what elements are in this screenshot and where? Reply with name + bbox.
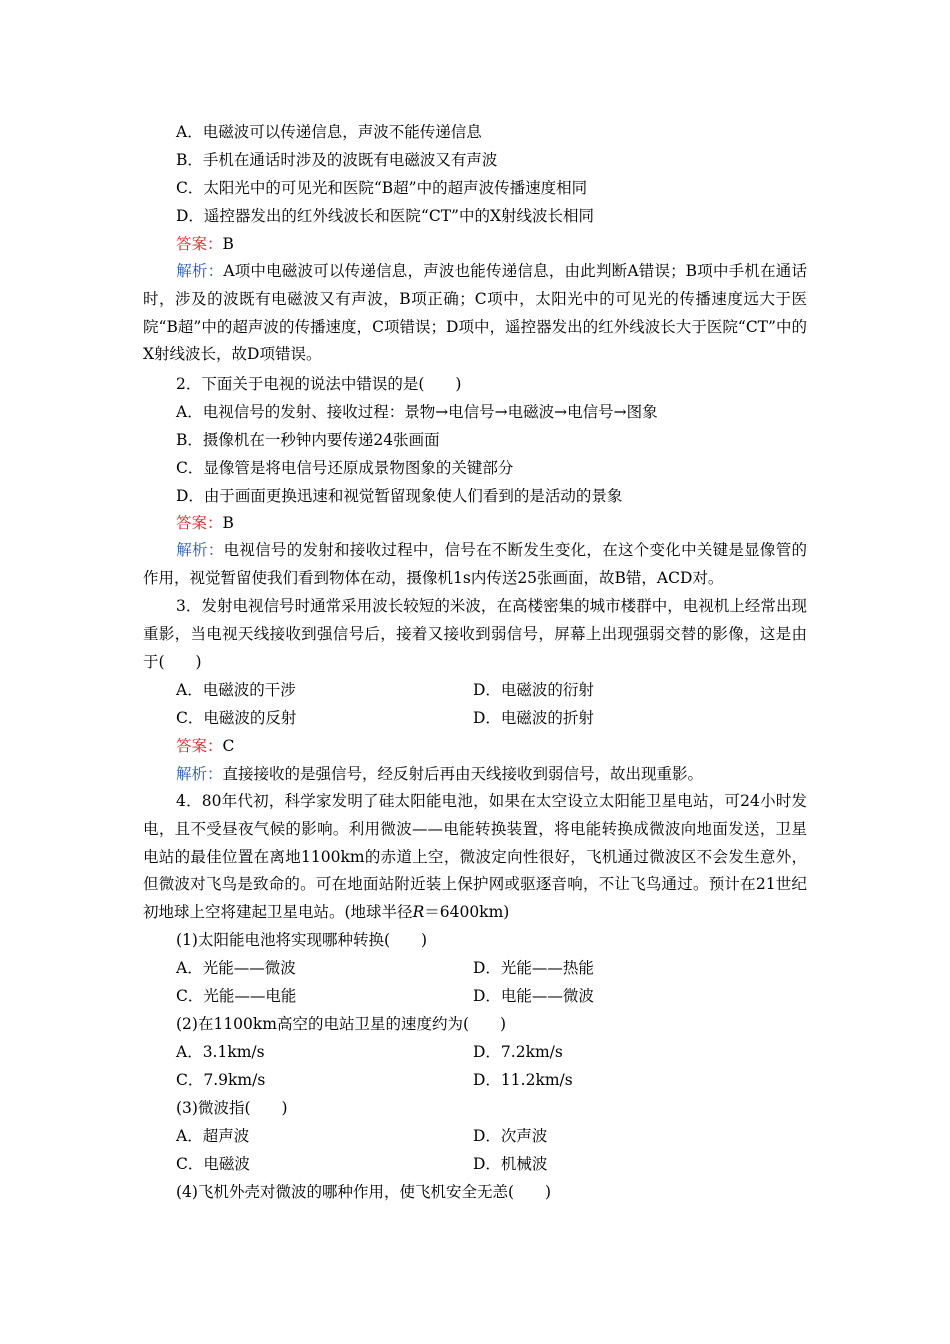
q4-sub3-option-d: D．机械波 <box>473 1155 548 1173</box>
q3-stem: 3．发射电视信号时通常采用波长较短的米波，在高楼密集的城市楼群中，电视机上经常出现重影，当电视天线接收到强信号后，接着又接收到弱信号，屏幕上出现强弱交替的影像，这是由于( ) <box>143 597 807 671</box>
answer-label: 答案： <box>176 235 223 253</box>
q4-sub1-option-a: A．光能——微波 <box>176 959 296 977</box>
q4-sub3-option-b: D．次声波 <box>473 1127 548 1145</box>
answer-value: C <box>222 737 235 755</box>
q2-answer <box>176 513 234 533</box>
analysis-text: A项中电磁波可以传递信息，声波也能传递信息，由此判断A错误；B项中手机在通话时，涉及的波既有电磁波又有声波，B项正确；C项中，太阳光中的可见光的传播速度远大于医院“B超”中的超声波的传播速度，C项错误；D项中，遥控器发出的红外线波长大于医院“CT”中的X射线波长，故D项错误。 <box>143 262 807 364</box>
q4-sub3-stem: (3)微波指( ) <box>176 1099 288 1117</box>
answer-value: B <box>222 514 234 532</box>
q3-option-a: A．电磁波的干涉 <box>176 681 296 699</box>
q3-answer <box>176 736 234 756</box>
q1-answer <box>176 234 234 254</box>
radius-variable: R <box>412 903 425 922</box>
q2-option-d: D．由于画面更换迅速和视觉暂留现象使人们看到的是活动的景象 <box>176 487 623 505</box>
q1-option-d: D．遥控器发出的红外线波长和医院“CT”中的X射线波长相同 <box>176 207 595 225</box>
q2-option-b: B．摄像机在一秒钟内要传递24张画面 <box>176 431 440 449</box>
analysis-text: 直接接收的是强信号，经反射后再由天线接收到弱信号，故出现重影。 <box>222 765 704 783</box>
q4-sub3-option-c: C．电磁波 <box>176 1155 250 1173</box>
analysis-text: 电视信号的发射和接收过程中，信号在不断发生变化，在这个变化中关键是显像管的作用，视觉暂留使我们看到物体在动，摄像机1s内传送25张画面，故B错，ACD对。 <box>143 541 807 587</box>
q1-analysis <box>143 258 807 369</box>
q4-sub2-option-d: D．11.2km/s <box>473 1071 573 1089</box>
q4-sub1-option-c: C．光能——电能 <box>176 987 297 1005</box>
q4-sub2-option-b: D．7.2km/s <box>473 1043 563 1061</box>
answer-label: 答案： <box>176 737 223 755</box>
q4-sub2-option-c: C．7.9km/s <box>176 1071 266 1089</box>
q4-sub2-stem: (2)在1100km高空的电站卫星的速度约为( ) <box>176 1015 507 1033</box>
q4-sub2-option-a: A．3.1km/s <box>176 1043 265 1061</box>
q4-stem: 4．80年代初，科学家发明了硅太阳能电池，如果在太空设立太阳能卫星电站，可24小时发电，且不受昼夜气候的影响。利用微波——电能转换装置，将电能转换成微波向地面发送，卫星电站的最佳位置在离地1100km的赤道上空，微波定向性很好，飞机通过微波区不会发生意外，但微波对飞鸟是致命的。可在地面站附近装上保护网或驱逐音响，不让飞鸟通过。预计在21世纪初地球上空将建起卫星电站。(地球半径R＝6400km) <box>143 792 807 922</box>
q2-stem: 2．下面关于电视的说法中错误的是( ) <box>176 375 462 393</box>
q3-option-b: D．电磁波的衍射 <box>473 681 594 699</box>
q3-analysis <box>176 764 703 784</box>
q2-analysis <box>143 537 807 593</box>
analysis-label: 解析： <box>176 262 224 280</box>
q2-option-a: A．电视信号的发射、接收过程：景物→电信号→电磁波→电信号→图象 <box>176 403 658 421</box>
q1-option-b: B．手机在通话时涉及的波既有电磁波又有声波 <box>176 151 498 169</box>
q4-sub1-option-d: D．电能——微波 <box>473 987 594 1005</box>
q2-option-c: C．显像管是将电信号还原成景物图象的关键部分 <box>176 459 514 477</box>
q4-sub4-stem: (4)飞机外壳对微波的哪种作用，使飞机安全无恙( ) <box>176 1183 552 1201</box>
q4-sub1-option-b: D．光能——热能 <box>473 959 594 977</box>
analysis-label: 解析： <box>176 541 224 559</box>
q3-option-c: C．电磁波的反射 <box>176 709 297 727</box>
q4-sub3-option-a: A．超声波 <box>176 1127 250 1145</box>
q4-sub1-stem: (1)太阳能电池将实现哪种转换( ) <box>176 931 428 949</box>
answer-label: 答案： <box>176 514 223 532</box>
q1-option-c: C．太阳光中的可见光和医院“B超”中的超声波传播速度相同 <box>176 179 588 197</box>
analysis-label: 解析： <box>176 765 223 783</box>
q1-option-a: A．电磁波可以传递信息，声波不能传递信息 <box>176 123 482 141</box>
answer-value: B <box>222 235 234 253</box>
q3-option-d: D．电磁波的折射 <box>473 709 594 727</box>
